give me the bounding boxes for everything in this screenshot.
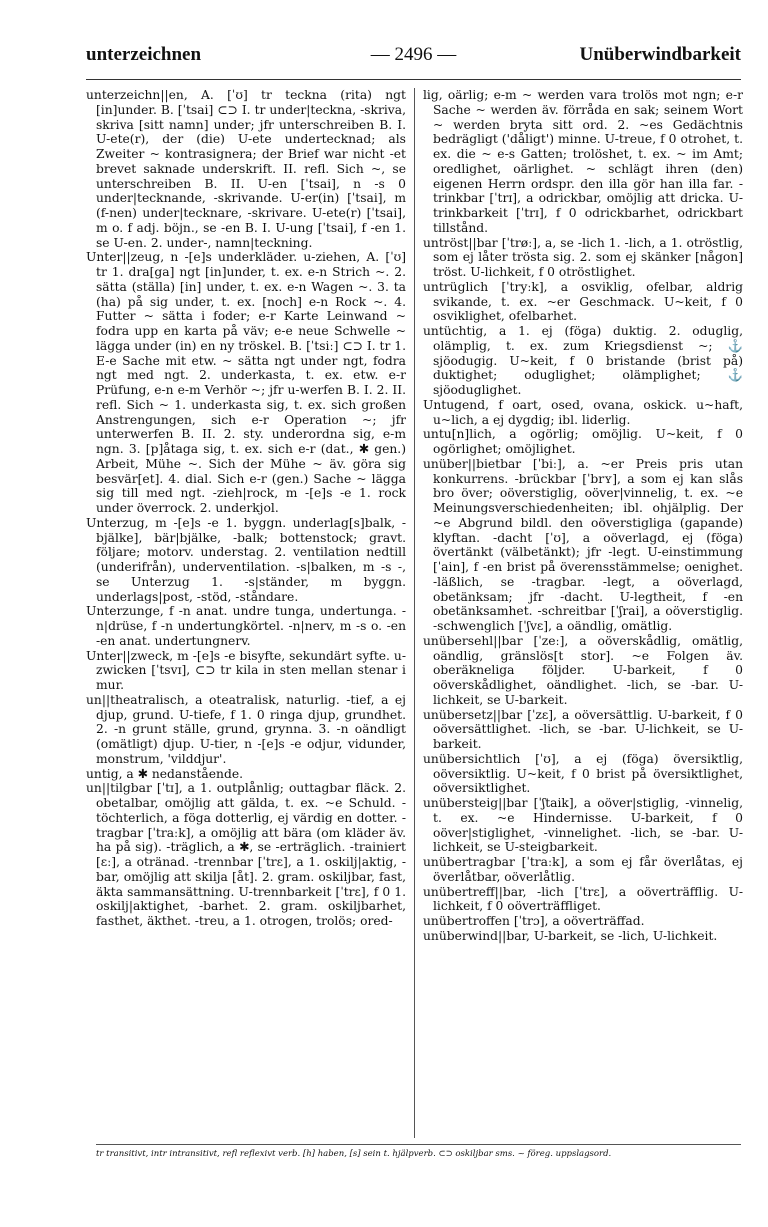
right-column	[423, 88, 743, 1138]
entry: unübersetz||bar [ˈzɛ], a oöversättlig. U-barkeit, f 0 oöversättlighet. -lich, se -bar. U-lichkeit, se U-barkeit.	[423, 707, 743, 751]
entry: unübertragbar [ˈtraːk], a som ej får överlåtas, ej överlåtbar, oöverlåtlig.	[423, 855, 743, 884]
entry: un||tilgbar [ˈtɪ], a 1. outplånlig; outtagbar fläck. 2. obetalbar, omöjlig att gälda, t. ex. ~e Schuld. -töchterlich, a föga dotterlig, ej värdig en dotter. -tragbar [ˈtraːk], a omöjlig att bära (om kläder äv. ha på sig). -träglich, a ✱, se -erträglich. -trainiert [ɛː], a otränad. -trennbar [ˈtrɛ], a 1. oskilj|aktig, -bar, omöjlig att skilja [åt]. 2. gram. oskiljbar, fast, äkta sammansättning. U-trennbarkeit [ˈtrɛ], f 0 1. oskilj|aktighet, -barhet. 2. gram. oskiljbarhet, fasthet, äkthet. -treu, a 1. otrogen, trolös; ored-	[86, 781, 406, 928]
entry: unüber||bietbar [ˈbiː], a. ~er Preis pris utan konkurrens. -brückbar [ˈbrʏ], a som ej kan slås bro över; oöverstiglig, oöver|vinnelig, t. ex. ~e Meinungsverschiedenheiten; ibl. ohjälplig. Der ~e Abgrund bildl. den oöverstigliga (gapande) klyftan. -dacht [ˈʊ], a oöverlagd, ej (föga) övertänkt (välbetänkt); jfr -legt. U-einstimmung [ˈain], f -en brist på överensstämmelse; oenighet. -läßlich, se -tragbar. -legt, a oöverlagd, obetänksam; jfr -dacht. U-legtheit, f -en obetänksamhet. -schreitbar [ˈʃrai], a oöverstiglig. -schwenglich [ˈʃvɛ], a oändlig, omätlig.	[423, 456, 743, 633]
entry: untig, a ✱ nedanstående.	[86, 766, 244, 781]
abbreviation-footer: tr transitivt, intr intransitivt, refl reflexivt verb. [h] haben, [s] sein t. hjälpverb. ⊂⊃ oskiljbar sms. ~ föreg. uppslagsord.	[96, 1144, 741, 1159]
entry: unterzeichn||en, A. [ˈʊ] tr teckna (rita) ngt [in]under. B. [ˈtsai] ⊂⊃ I. tr under|teckna, -skriva, skriva [sitt namn] under; jfr unterschreiben B. I. U-ete(r), der (die) U-ete undertecknad; als Zweiter ~ kontrasignera; der Brief war nicht -et brevet saknade underskrift. II. refl. Sich ~, se unterschreiben B. II. U-en [ˈtsai], n -s 0 under|tecknande, -skrivande. U-er(in) [ˈtsai], m (f-nen) under|tecknare, -skrivare. U-ete(r) [ˈtsai], m o. f adj. böjn., se -en B. I. U-ung [ˈtsai], f -en 1. se U-en. 2. under-, namn|teckning.	[86, 88, 406, 250]
entry: unübersichtlich [ˈʊ], a ej (föga) översiktlig, oöversiktlig. U~keit, f 0 brist på översiktlighet, oöversiktlighet.	[423, 751, 743, 796]
entry: unübertreff||bar, -lich [ˈtrɛ], a oöverträfflig. U-lichkeit, f 0 oöverträffliget.	[423, 884, 743, 914]
entry: untröst||bar [ˈtrøː], a, se -lich 1. -lich, a 1. otröstlig, som ej låter trösta sig. 2. som ej skänker [någon] tröst. U-lichkeit, f 0 otröstlighet.	[423, 235, 743, 279]
entry: Unter||zweck, m -[e]s -e bisyfte, sekundärt syfte. u-zwicken [ˈtsvɪ], ⊂⊃ tr kila in sten mellan stenar i mur.	[86, 648, 406, 692]
page-number: — 2496 —	[370, 44, 457, 65]
header-first-word: unterzeichnen	[86, 44, 202, 65]
running-header	[86, 44, 741, 74]
entry: Untugend, f oart, osed, ovana, oskick. u~haft, u~lich, a ej dygdig; ibl. liderlig.	[423, 397, 743, 427]
entry: unübersteig||bar [ˈʃtaik], a oöver|stiglig, -vinnelig, t. ex. ~e Hindernisse. U-barkeit, f 0 oöver|stiglighet, -vinnelighet. -lich, se -bar. U-lichkeit, se U-steigbarkeit.	[423, 796, 743, 855]
entry: Unterzunge, f -n anat. undre tunga, undertunga. -n|drüse, f -n undertungkörtel. -n|nerv, m -s o. -en -en anat. undertungnerv.	[86, 604, 406, 648]
entry: unübersehl||bar [ˈzeː], a oöverskådlig, omätlig, oändlig, gränslös[t stor]. ~e Folgen äv. oberäkneliga följder. U-barkeit, f 0 oöverskådlighet, oändlighet. -lich, se -bar. U-lichkeit, se U-barkeit.	[423, 633, 743, 707]
left-column	[86, 88, 406, 1138]
entry: untrüglich [ˈtryːk], a osviklig, ofelbar, aldrig svikande, t. ex. ~er Geschmack. U~keit, f 0 osviklighet, ofelbarhet.	[423, 279, 743, 324]
column-divider	[414, 88, 415, 1138]
entry: unüberwind||bar, U-barkeit, se -lich, U-lichkeit.	[423, 928, 718, 943]
entry: Unterzug, m -[e]s -e 1. byggn. underlag[s]balk, -bjälke], bär|bjälke, -balk; bottenstock; gravt. följare; motorv. understag. 2. ventilation nedtill (underifrån), underventilation. -s|balken, m -s -, se Unterzug 1. -s|ständer, m byggn. underlags|post, -stöd, -ståndare.	[86, 515, 406, 604]
entry: lig, oärlig; e-m ~ werden vara trolös mot ngn; e-r Sache ~ werden äv. förråda en sak; seinem Wort ~ werden bryta sitt ord. 2. ~es Gedächtnis bedrägligt ('dåligt') minne. U-treue, f 0 otrohet, t. ex. die ~ e-s Gatten; trolöshet, t. ex. ~ im Amt; oredlighet, oärlighet. ~ schlägt ihren (den) eigenen Herrn ordspr. den illa gör han illa far. -trinkbar [ˈtrɪ], a odrickbar, omöjlig att dricka. U-trinkbarkeit [ˈtrɪ], f 0 odrickbarhet, odrickbart tillstånd.	[423, 88, 743, 235]
header-last-word: Unüberwindbarkeit	[579, 44, 741, 65]
entry: unübertroffen [ˈtrɔ], a oöverträffad.	[423, 914, 645, 928]
entry: untu[n]lich, a ogörlig; omöjlig. U~keit, f 0 ogörlighet; omöjlighet.	[423, 427, 743, 456]
entry: Unter||zeug, n -[e]s underkläder. u-ziehen, A. [ˈʊ] tr 1. dra[ga] ngt [in]under, t. ex. e-n Strich ~. 2. sätta (ställa) [in] under, t. ex. e-n Wagen ~. 3. ta (ha) på sig under, t. ex. [noch] e-n Rock ~. 4. Futter ~ sätta i foder; e-r Karte Leinwand ~ fodra upp en karta på väv; e-e neue Schwelle ~ lägga under (in) en ny tröskel. B. [ˈtsiː] ⊂⊃ I. tr 1. E-e Sache mit etw. ~ sätta ngt under ngt, fodra ngt med ngt. 2. underkasta, t. ex. etw. e-r Prüfung, e-n e-m Verhör ~; jfr u-werfen B. I. 2. II. refl. Sich ~ 1. underkasta sig, t. ex. sich großen Anstrengungen, sich e-r Operation ~; jfr unterwerfen B. II. 2. sty. underordna sig, e-m ngn. 3. [p]åtaga sig, t. ex. sich e-r (dat., ✱ gen.) Arbeit, Mühe ~. Sich der Mühe ~ äv. göra sig besvär[et]. 4. dial. Sich e-r (gen.) Sache ~ lägga sig till med ngt. -zieh|rock, m -[e]s -e 1. rock under överrock. 2. underkjol.	[86, 250, 406, 515]
entry: untüchtig, a 1. ej (föga) duktig. 2. oduglig, olämplig, t. ex. zum Kriegsdienst ~; ⚓ sjöodugig. U~keit, f 0 bristande (brist på) duktighet; oduglighet; olämplighet; ⚓ sjöoduglighet.	[423, 324, 743, 397]
entry: un||theatralisch, a oteatralisk, naturlig. -tief, a ej djup, grund. U-tiefe, f 1. 0 ringa djup, grundhet. 2. -n grunt ställe, grund, grynna. 3. -n oändligt (omätligt) djup. U-tier, n -[e]s -e odjur, vidunder, monstrum, 'vilddjur'.	[86, 692, 406, 766]
header-rule	[86, 79, 741, 80]
